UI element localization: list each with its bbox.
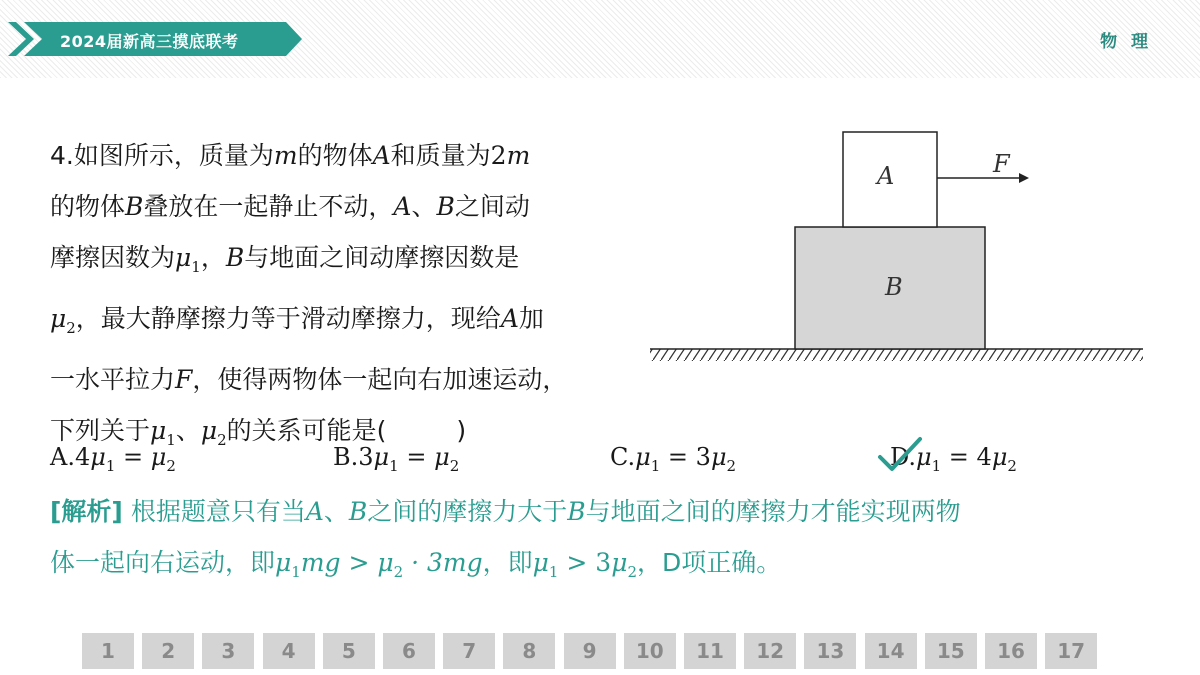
page-button-10[interactable]: 10 bbox=[624, 633, 676, 669]
analysis-tag: [解析] bbox=[50, 497, 123, 526]
exam-banner bbox=[8, 22, 302, 56]
option-d[interactable]: $D.\mu_1 = 4\mu_2$ bbox=[890, 443, 1017, 475]
physics-figure bbox=[645, 120, 1150, 370]
page-button-4[interactable]: 4 bbox=[263, 633, 315, 669]
page-button-9[interactable]: 9 bbox=[564, 633, 616, 669]
option-b[interactable]: $B.3\mu_1 = \mu_2$ bbox=[333, 443, 460, 475]
page-button-2[interactable]: 2 bbox=[142, 633, 194, 669]
analysis-line-2: 体一起向右运动，即$\mu_1mg > \mu_2 \cdot 3mg$，即$\mu_1 > 3\mu_2$，D项正确。 bbox=[50, 548, 782, 581]
question-line-4: $\mu_2$，最大静摩擦力等于滑动摩擦力，现给A加 bbox=[50, 304, 544, 337]
page-button-14[interactable]: 14 bbox=[865, 633, 917, 669]
block-a-label: A bbox=[877, 162, 895, 190]
page-button-1[interactable]: 1 bbox=[82, 633, 134, 669]
option-a[interactable]: $A.4\mu_1 = \mu_2$ bbox=[50, 443, 176, 475]
exam-title: 2024届新高三摸底联考 bbox=[60, 32, 239, 51]
question-line-6: 下列关于$\mu_1$、$\mu_2$的关系可能是( ) bbox=[50, 416, 467, 449]
subject-label: 物 理 bbox=[1100, 32, 1152, 52]
page-button-8[interactable]: 8 bbox=[503, 633, 555, 669]
analysis-text bbox=[50, 486, 1160, 598]
page-button-12[interactable]: 12 bbox=[744, 633, 796, 669]
analysis-line-1: [解析] 根据题意只有当A、B之间的摩擦力大于B与地面之间的摩擦力才能实现两物 bbox=[50, 497, 961, 526]
page-button-5[interactable]: 5 bbox=[323, 633, 375, 669]
page-button-6[interactable]: 6 bbox=[383, 633, 435, 669]
page-button-17[interactable]: 17 bbox=[1045, 633, 1097, 669]
correct-check-icon bbox=[876, 435, 924, 475]
block-b-label: B bbox=[885, 273, 903, 301]
force-label: F bbox=[993, 150, 1010, 178]
question-line-2: 的物体B叠放在一起静止不动，A、B之间动 bbox=[50, 192, 530, 221]
page-button-7[interactable]: 7 bbox=[443, 633, 495, 669]
page-button-13[interactable]: 13 bbox=[804, 633, 856, 669]
page-button-3[interactable]: 3 bbox=[202, 633, 254, 669]
option-c[interactable]: $C.\mu_1 = 3\mu_2$ bbox=[610, 443, 737, 475]
page-button-15[interactable]: 15 bbox=[925, 633, 977, 669]
question-pager bbox=[82, 633, 1102, 669]
answer-options bbox=[50, 443, 1170, 483]
question-text bbox=[50, 130, 640, 466]
ground-hatch bbox=[650, 349, 1143, 361]
force-arrowhead-icon bbox=[1019, 173, 1029, 183]
question-line-5: 一水平拉力F，使得两物体一起向右加速运动， bbox=[50, 365, 568, 394]
question-line-3: 摩擦因数为$\mu_1$，B与地面之间动摩擦因数是 bbox=[50, 243, 520, 276]
page-button-16[interactable]: 16 bbox=[985, 633, 1037, 669]
page-button-11[interactable]: 11 bbox=[684, 633, 736, 669]
question-line-1: 4.如图所示，质量为m的物体A和质量为2m bbox=[50, 141, 531, 170]
